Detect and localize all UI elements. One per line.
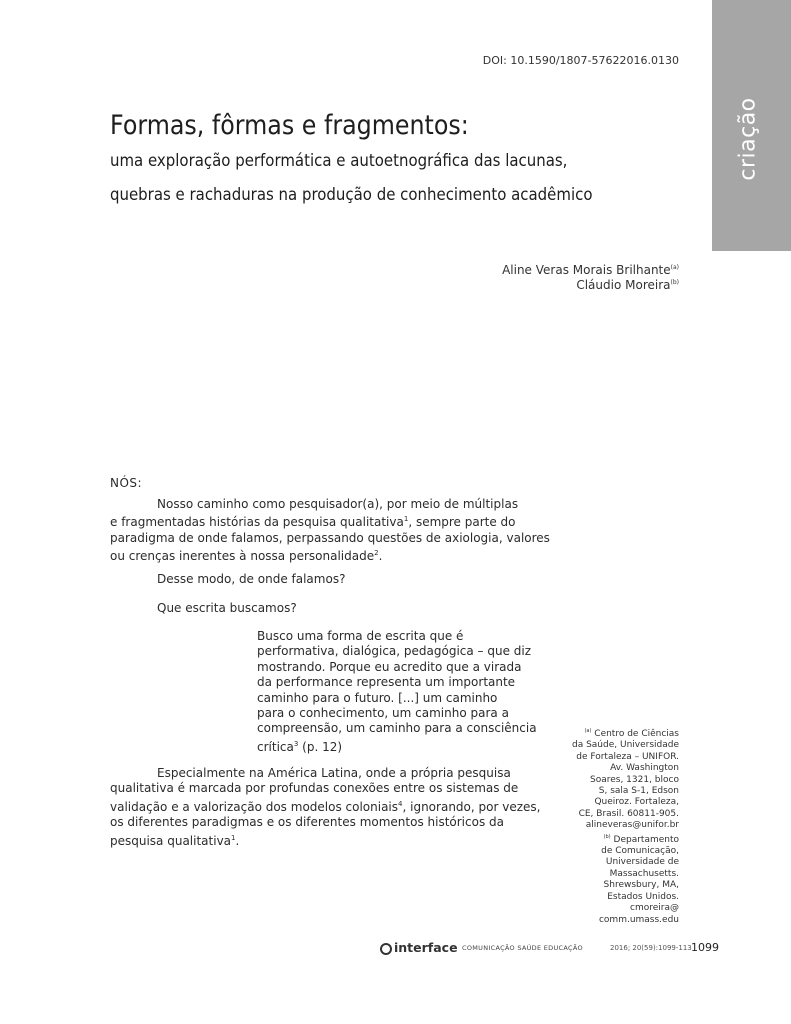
affiliation-email: cmoreira@ [630,903,679,914]
section-heading: NÓS: [110,476,143,490]
affiliation-mark: (b) [603,833,611,840]
author-1 [502,263,679,277]
quote-line: compreensão, um caminho para a consciência [257,721,537,736]
p1-line: ou crenças inerentes à nossa personalidade$^2$. [110,549,383,564]
affiliation-line: S, sala S-1, Edson [598,786,679,797]
section-tab [712,0,791,251]
quote-line: mostrando. Porque eu acredito que a virada [257,659,522,674]
affiliation-line: CE, Brasil. 60811-905. [578,808,679,819]
affiliations-note [572,726,679,926]
author-2 [576,278,679,292]
p4-line: os diferentes paradigmas e os diferentes momentos históricos da [110,815,504,830]
block-quote [257,629,537,755]
affiliation-line: $^{(b)}$ Departamento [603,833,679,845]
article-subtitle-line-1: uma exploração performática e autoetnográfica das lacunas, [110,151,568,171]
affiliation-line: Estados Unidos. [607,891,679,902]
reference-marker: 2 [374,549,379,558]
p1-line: e fragmentadas histórias da pesquisa qualitativa$^1$, sempre parte do [110,515,516,530]
reference-marker: 4 [398,799,403,808]
affiliation-email: alineveras@unifor.br [585,820,679,831]
reference-marker: 1 [231,833,236,842]
author-1-name: Aline Veras Morais Brilhante [502,263,671,277]
body-paragraph-3: Que escrita buscamos? [157,601,297,615]
p4-line: pesquisa qualitativa$^1$. [110,833,240,848]
author-1-mark: (a) [670,264,679,271]
quote-line: performativa, dialógica, pedagógica – que diz [257,644,532,659]
affiliation-line: da Saúde, Universidade [571,740,679,751]
affiliation-line: Massachusetts. [609,868,679,879]
quote-line: da performance representa um importante [257,675,516,690]
quote-line: caminho para o futuro. [...] um caminho [257,690,498,705]
affiliation-line: $^{(a)}$ Centro de Ciências [584,728,679,739]
p4-line: validação e a valorização dos modelos coloniais$^4$, ignorando, por vezes, [110,799,541,814]
body-paragraph-1 [110,497,550,565]
p4-line: qualitativa é marcada por profundas conexões entre os sistemas de [110,781,519,796]
affiliation-line: Soares, 1321, bloco [590,774,679,785]
affiliation-line: de Comunicação, [601,846,679,857]
article-title: Formas, fôrmas e fragmentos: [110,110,469,141]
page-number: 1099 [691,941,719,954]
journal-subtitle: COMUNICAÇÃO SAÚDE EDUCAÇÃO [462,944,583,952]
reference-marker: 3 [293,739,299,748]
p1-line: paradigma de onde falamos, perpassando questões de axiologia, valores [110,530,550,545]
affiliation-line: Shrewsbury, MA, [603,880,679,891]
volume-info: 2016; 20(59):1099-113 [610,944,692,952]
affiliation-line: de Fortaleza – UNIFOR. [576,751,679,762]
quote-line: para o conhecimento, um caminho para a [257,706,509,721]
journal-logo [380,940,458,955]
body-paragraph-2: Desse modo, de onde falamos? [157,572,346,586]
article-subtitle-line-2: quebras e rachaduras na produção de conhecimento acadêmico [110,185,593,205]
quote-line: Busco uma forma de escrita que é [257,629,464,643]
affiliation-mark: (a) [584,728,592,734]
author-2-name: Cláudio Moreira [576,278,671,292]
affiliation-line: Queiroz. Fortaleza, [594,797,679,808]
quote-line: crítica$^3$ (p. 12) [257,739,343,754]
journal-logo-text: interface [394,940,458,955]
affiliation-email: comm.umass.edu [598,914,679,925]
interface-logo-icon [380,943,392,955]
section-tab-label: criação [735,97,761,181]
body-paragraph-4 [110,766,540,849]
affiliation-line: Av. Washington [610,763,679,774]
quote-citation: (p. 12) [298,739,343,754]
p4-line: Especialmente na América Latina, onde a própria pesquisa [157,766,511,780]
author-2-mark: (b) [670,279,679,286]
reference-marker: 1 [403,515,409,524]
affiliation-line: Universidade de [605,857,679,868]
p1-line: Nosso caminho como pesquisador(a), por meio de múltiplas [157,497,519,511]
doi-label: DOI: 10.1590/1807-57622016.0130 [482,54,679,67]
